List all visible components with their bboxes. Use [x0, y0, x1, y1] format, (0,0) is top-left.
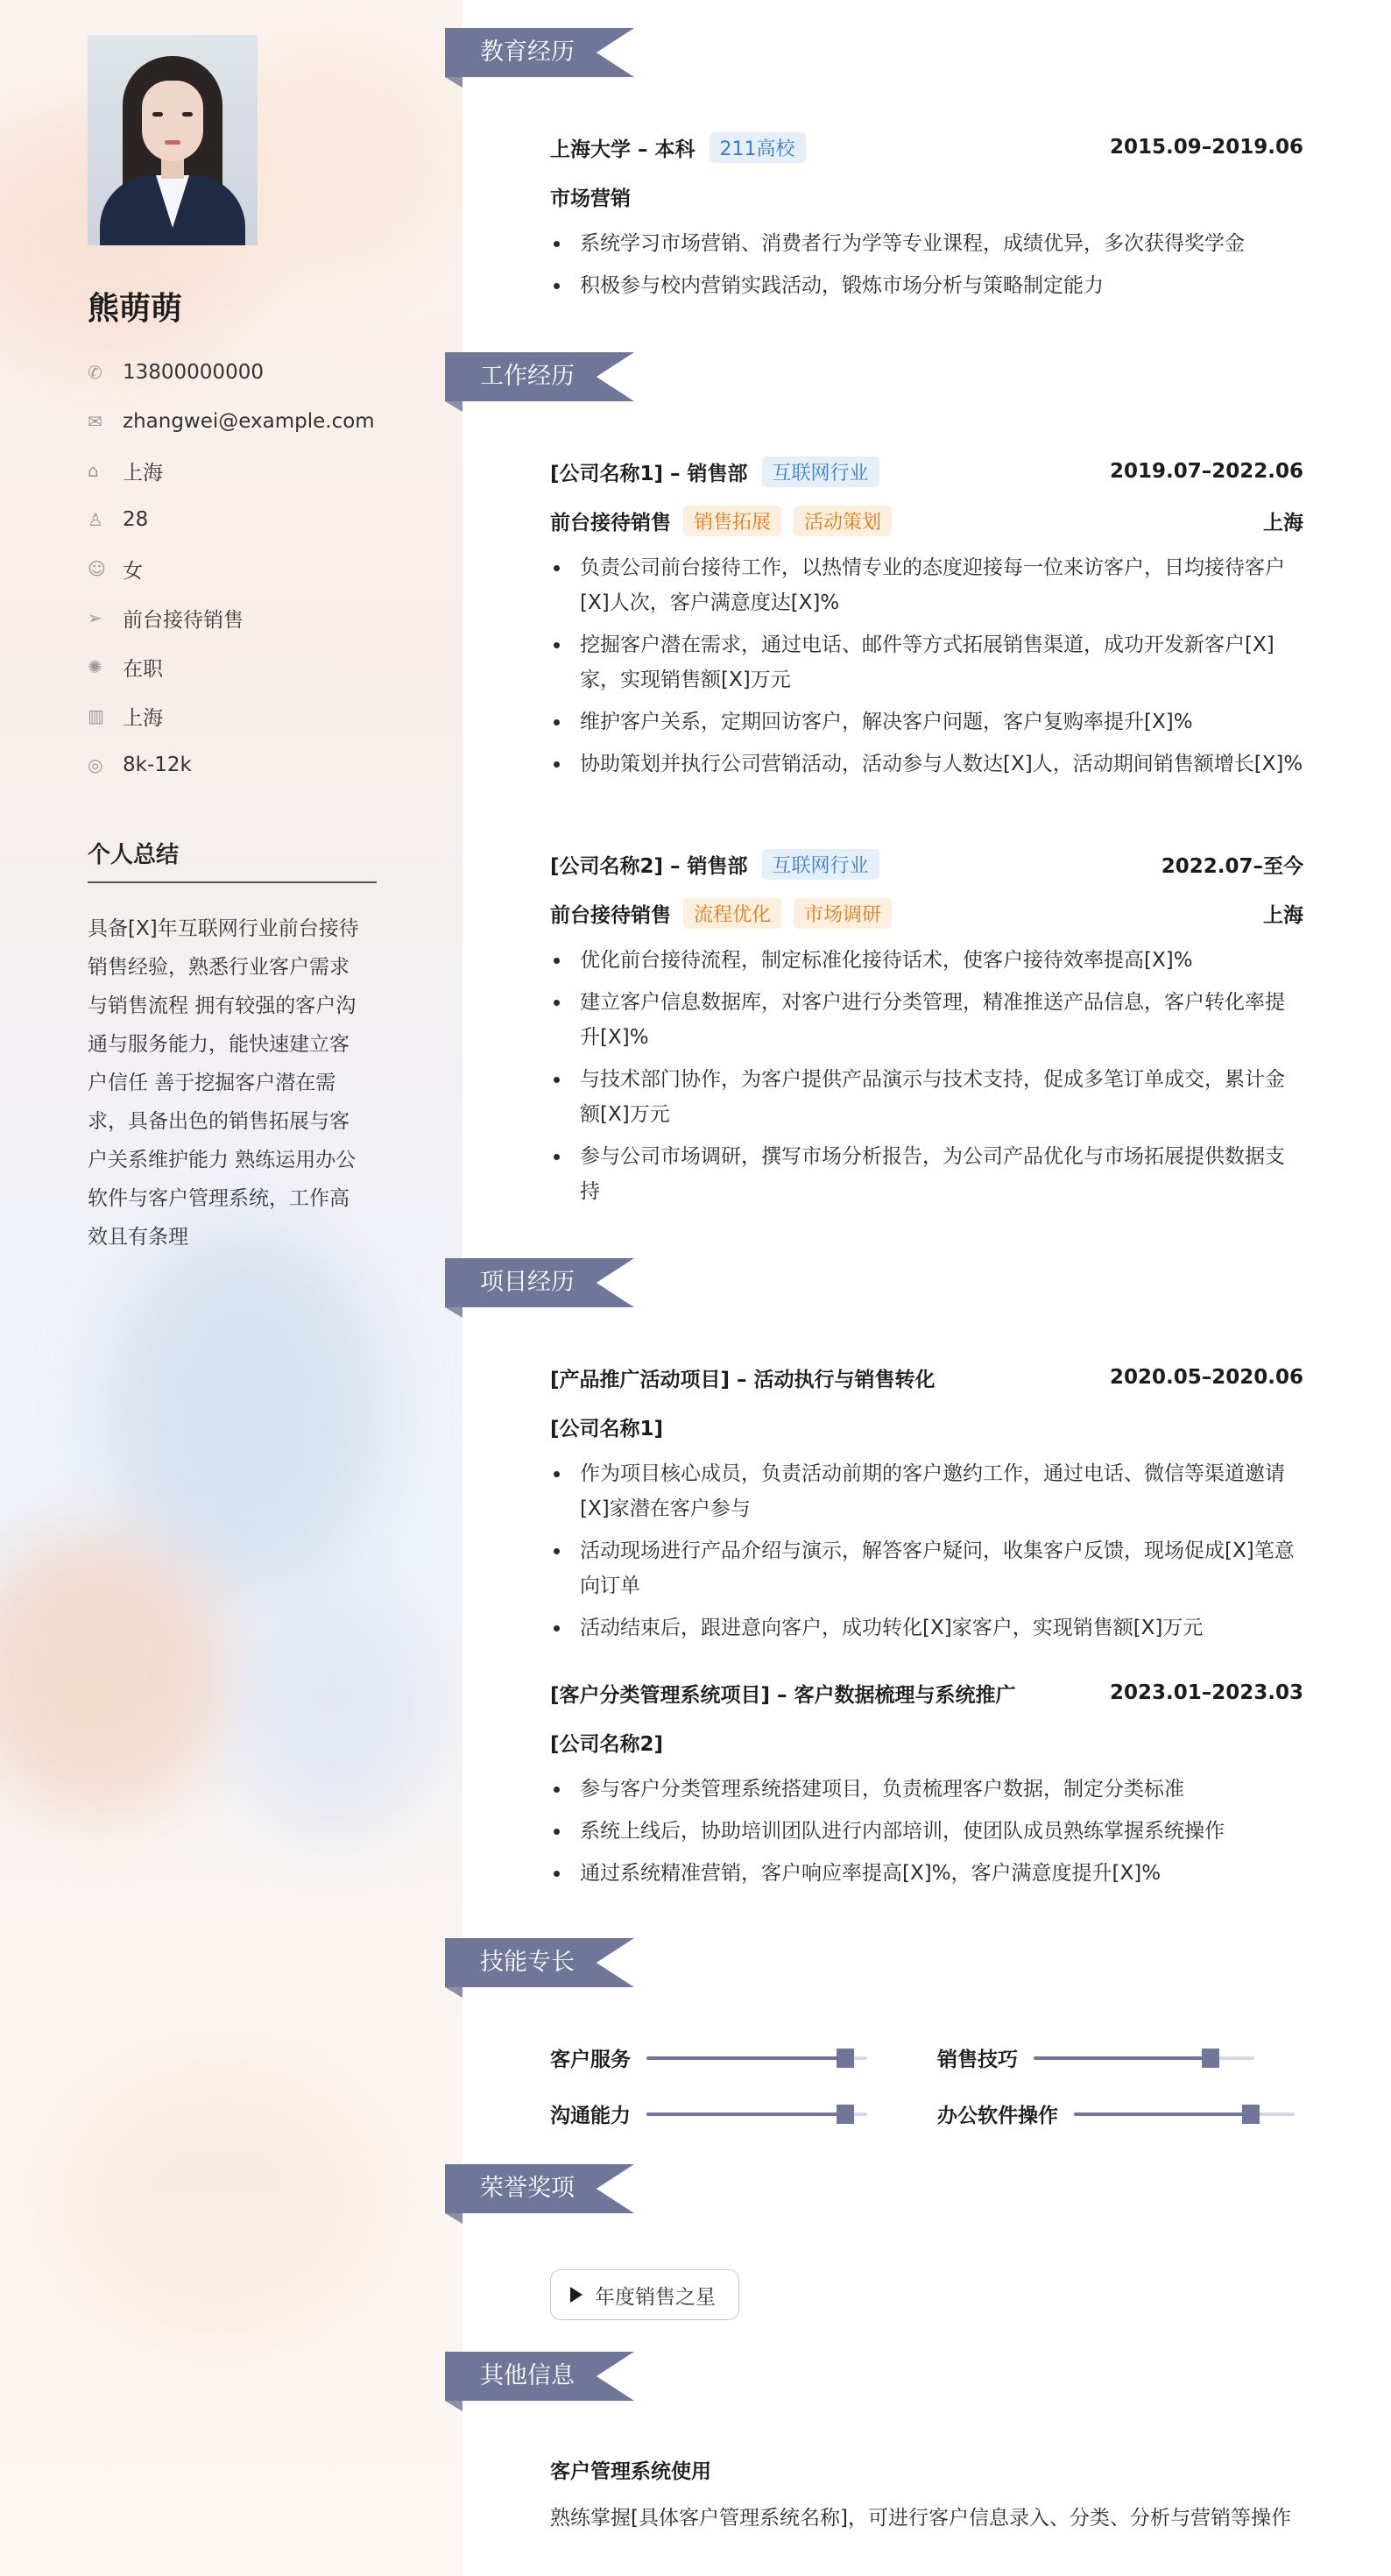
- watercolor-blob: [105, 1227, 385, 1595]
- section-other: [445, 2352, 634, 2401]
- other-entry: [550, 2453, 1303, 2536]
- other-text: 熟练掌握[具体客户管理系统名称]，可进行客户信息录入、分类、分析与营销等操作: [550, 2507, 1291, 2530]
- project-bullets: [550, 1456, 1303, 1645]
- info-salary: [88, 740, 377, 789]
- location-value: 上海: [123, 461, 163, 485]
- project-title: [客户分类管理系统项目] – 客户数据梳理与系统推广: [550, 1683, 1016, 1707]
- info-gender: [88, 544, 377, 593]
- skill-bar: [1034, 2056, 1254, 2060]
- project-company: [公司名称1]: [550, 1417, 664, 1440]
- section-honors: [445, 2164, 634, 2213]
- info-age: [88, 495, 377, 544]
- job-role: 前台接待销售: [550, 511, 671, 534]
- phone-value: 13800000000: [123, 361, 264, 384]
- award-label: 年度销售之星: [595, 2285, 716, 2309]
- sidebar: [0, 0, 462, 2576]
- summary-title: 个人总结: [88, 837, 377, 883]
- work-entry: [550, 848, 1303, 1216]
- education-entry: [550, 131, 1303, 310]
- company-name: [公司名称2] – 销售部: [550, 854, 748, 878]
- skill-name: 客户服务: [550, 2049, 631, 2071]
- summary-text: 具备[X]年互联网行业前台接待销售经验，熟悉行业客户需求与销售流程 拥有较强的客户沟通与服务能力，能快速建立客户信任 善于挖掘客户潜在需求，具备出色的销售拓展与客户关系维护能力 熟练运用办公软件与客户管理系统，工作高效且有条理: [88, 917, 359, 1249]
- skill-bar: [646, 2112, 867, 2116]
- project-bullets: [550, 1772, 1303, 1891]
- industry-tag: 互联网行业: [762, 456, 879, 487]
- industry-tag: 互联网行业: [762, 849, 879, 880]
- work-city: 上海: [1263, 903, 1303, 927]
- home-icon: ⌂: [88, 460, 99, 481]
- age-value: 28: [123, 508, 149, 531]
- info-city: [88, 691, 377, 740]
- list-item: 与技术部门协作，为客户提供产品演示与技术支持，促成多笔订单成交，累计金额[X]万元: [550, 1062, 1303, 1132]
- money-icon: ◎: [88, 754, 103, 775]
- watercolor-blob: [228, 1577, 438, 1840]
- skill-knob: [837, 2049, 854, 2068]
- skill-item: [937, 2099, 1295, 2128]
- list-item: 优化前台接待流程，制定标准化接待话术，使客户接待效率提高[X]%: [550, 943, 1303, 978]
- section-title: 其他信息: [480, 2362, 575, 2389]
- list-item: 负责公司前台接待工作，以热情专业的态度迎接每一位来访客户，日均接待客户[X]人次，客户满意度达[X]%: [550, 550, 1303, 620]
- info-phone: [88, 348, 377, 397]
- sidebar-content: [88, 35, 377, 1256]
- section-title: 工作经历: [480, 363, 575, 390]
- skill-item: [550, 2099, 867, 2128]
- major: 市场营销: [550, 187, 631, 210]
- work-bullets: [550, 943, 1303, 1209]
- skill-knob: [1202, 2049, 1219, 2068]
- list-item: 活动结束后，跟进意向客户，成功转化[X]家客户，实现销售额[X]万元: [550, 1610, 1303, 1645]
- send-icon: ➢: [88, 607, 102, 628]
- skill-tag: 销售拓展: [683, 506, 781, 536]
- project-date: 2020.05–2020.06: [1109, 1366, 1303, 1389]
- project-entry: [550, 1362, 1303, 1652]
- skill-name: 销售技巧: [937, 2049, 1018, 2071]
- list-item: 系统学习市场营销、消费者行为学等专业课程，成绩优异，多次获得奖学金: [550, 226, 1303, 261]
- salary-value: 8k-12k: [123, 754, 192, 776]
- skill-tag: 市场调研: [794, 898, 892, 929]
- contact-info-list: [88, 348, 377, 789]
- education-bullets: [550, 226, 1303, 303]
- work-city: 上海: [1263, 511, 1303, 534]
- school-name: 上海大学 – 本科: [550, 138, 696, 161]
- skill-tag: 流程优化: [683, 898, 781, 929]
- email-value: zhangwei@example.com: [123, 410, 375, 433]
- project-title: [产品推广活动项目] – 活动执行与销售转化: [550, 1368, 936, 1391]
- skill-item: [937, 2043, 1254, 2072]
- list-item: 积极参与校内营销实践活动，锻炼市场分析与策略制定能力: [550, 268, 1303, 303]
- list-item: 参与公司市场调研，撰写市场分析报告，为公司产品优化与市场拓展提供数据支持: [550, 1139, 1303, 1209]
- status-value: 在职: [123, 657, 163, 681]
- skill-tag: 活动策划: [794, 506, 892, 536]
- section-education: [445, 28, 634, 77]
- skill-name: 沟通能力: [550, 2105, 631, 2127]
- info-position: [88, 593, 377, 642]
- gender-value: 女: [123, 559, 143, 583]
- list-item: 活动现场进行产品介绍与演示，解答客户疑问，收集客户反馈，现场促成[X]笔意向订单: [550, 1533, 1303, 1603]
- play-icon: [570, 2287, 583, 2303]
- work-entry: [550, 456, 1303, 789]
- school-tag: 211高校: [710, 132, 806, 163]
- section-skills: [445, 1938, 634, 1987]
- section-title: 项目经历: [480, 1269, 575, 1296]
- skill-bar: [1074, 2112, 1295, 2116]
- list-item: 协助策划并执行公司营销活动，活动参与人数达[X]人，活动期间销售额增长[X]%: [550, 747, 1303, 782]
- mail-icon: ✉: [88, 411, 102, 432]
- info-status: [88, 642, 377, 691]
- section-project: [445, 1258, 634, 1307]
- profile-photo: [88, 35, 258, 245]
- work-bullets: [550, 550, 1303, 782]
- info-location: [88, 446, 377, 495]
- gender-icon: ☺: [88, 558, 106, 579]
- list-item: 系统上线后，协助培训团队进行内部培训，使团队成员熟练掌握系统操作: [550, 1814, 1303, 1849]
- section-title: 教育经历: [480, 39, 575, 66]
- watercolor-blob: [53, 2059, 385, 2339]
- work-date: 2022.07–至今: [1161, 854, 1303, 878]
- skill-name: 办公软件操作: [937, 2105, 1058, 2127]
- list-item: 建立客户信息数据库，对客户进行分类管理，精准推送产品信息，客户转化率提升[X]%: [550, 985, 1303, 1055]
- list-item: 通过系统精准营销，客户响应率提高[X]%，客户满意度提升[X]%: [550, 1856, 1303, 1891]
- skill-knob: [837, 2105, 854, 2124]
- section-title: 技能专长: [480, 1949, 575, 1976]
- job-role: 前台接待销售: [550, 903, 671, 927]
- position-value: 前台接待销售: [123, 608, 244, 632]
- phone-icon: ✆: [88, 362, 102, 383]
- company-name: [公司名称1] – 销售部: [550, 462, 748, 485]
- info-email: [88, 397, 377, 446]
- list-item: 参与客户分类管理系统搭建项目，负责梳理客户数据，制定分类标准: [550, 1772, 1303, 1807]
- project-date: 2023.01–2023.03: [1109, 1681, 1303, 1704]
- section-title: 荣誉奖项: [480, 2175, 575, 2202]
- skill-knob: [1242, 2105, 1260, 2124]
- project-entry: [550, 1677, 1303, 1898]
- work-date: 2019.07–2022.06: [1109, 460, 1303, 483]
- building-icon: ▥: [88, 705, 104, 726]
- project-company: [公司名称2]: [550, 1732, 664, 1756]
- skill-bar: [646, 2056, 867, 2060]
- list-item: 作为项目核心成员，负责活动前期的客户邀约工作，通过电话、微信等渠道邀请[X]家潜在客户参与: [550, 1456, 1303, 1526]
- section-work: [445, 352, 634, 401]
- list-item: 挖掘客户潜在需求，通过电话、邮件等方式拓展销售渠道，成功开发新客户[X]家，实现销售额[X]万元: [550, 627, 1303, 697]
- education-date: 2015.09–2019.06: [1109, 136, 1303, 159]
- city-value: 上海: [123, 706, 163, 730]
- other-title: 客户管理系统使用: [550, 2459, 711, 2483]
- status-icon: ✺: [88, 656, 102, 677]
- list-item: 维护客户关系，定期回访客户，解决客户问题，客户复购率提升[X]%: [550, 704, 1303, 740]
- age-icon: ♙: [88, 509, 103, 530]
- candidate-name: 熊萌萌: [88, 291, 183, 327]
- skill-item: [550, 2043, 867, 2072]
- award-item[interactable]: [550, 2269, 739, 2320]
